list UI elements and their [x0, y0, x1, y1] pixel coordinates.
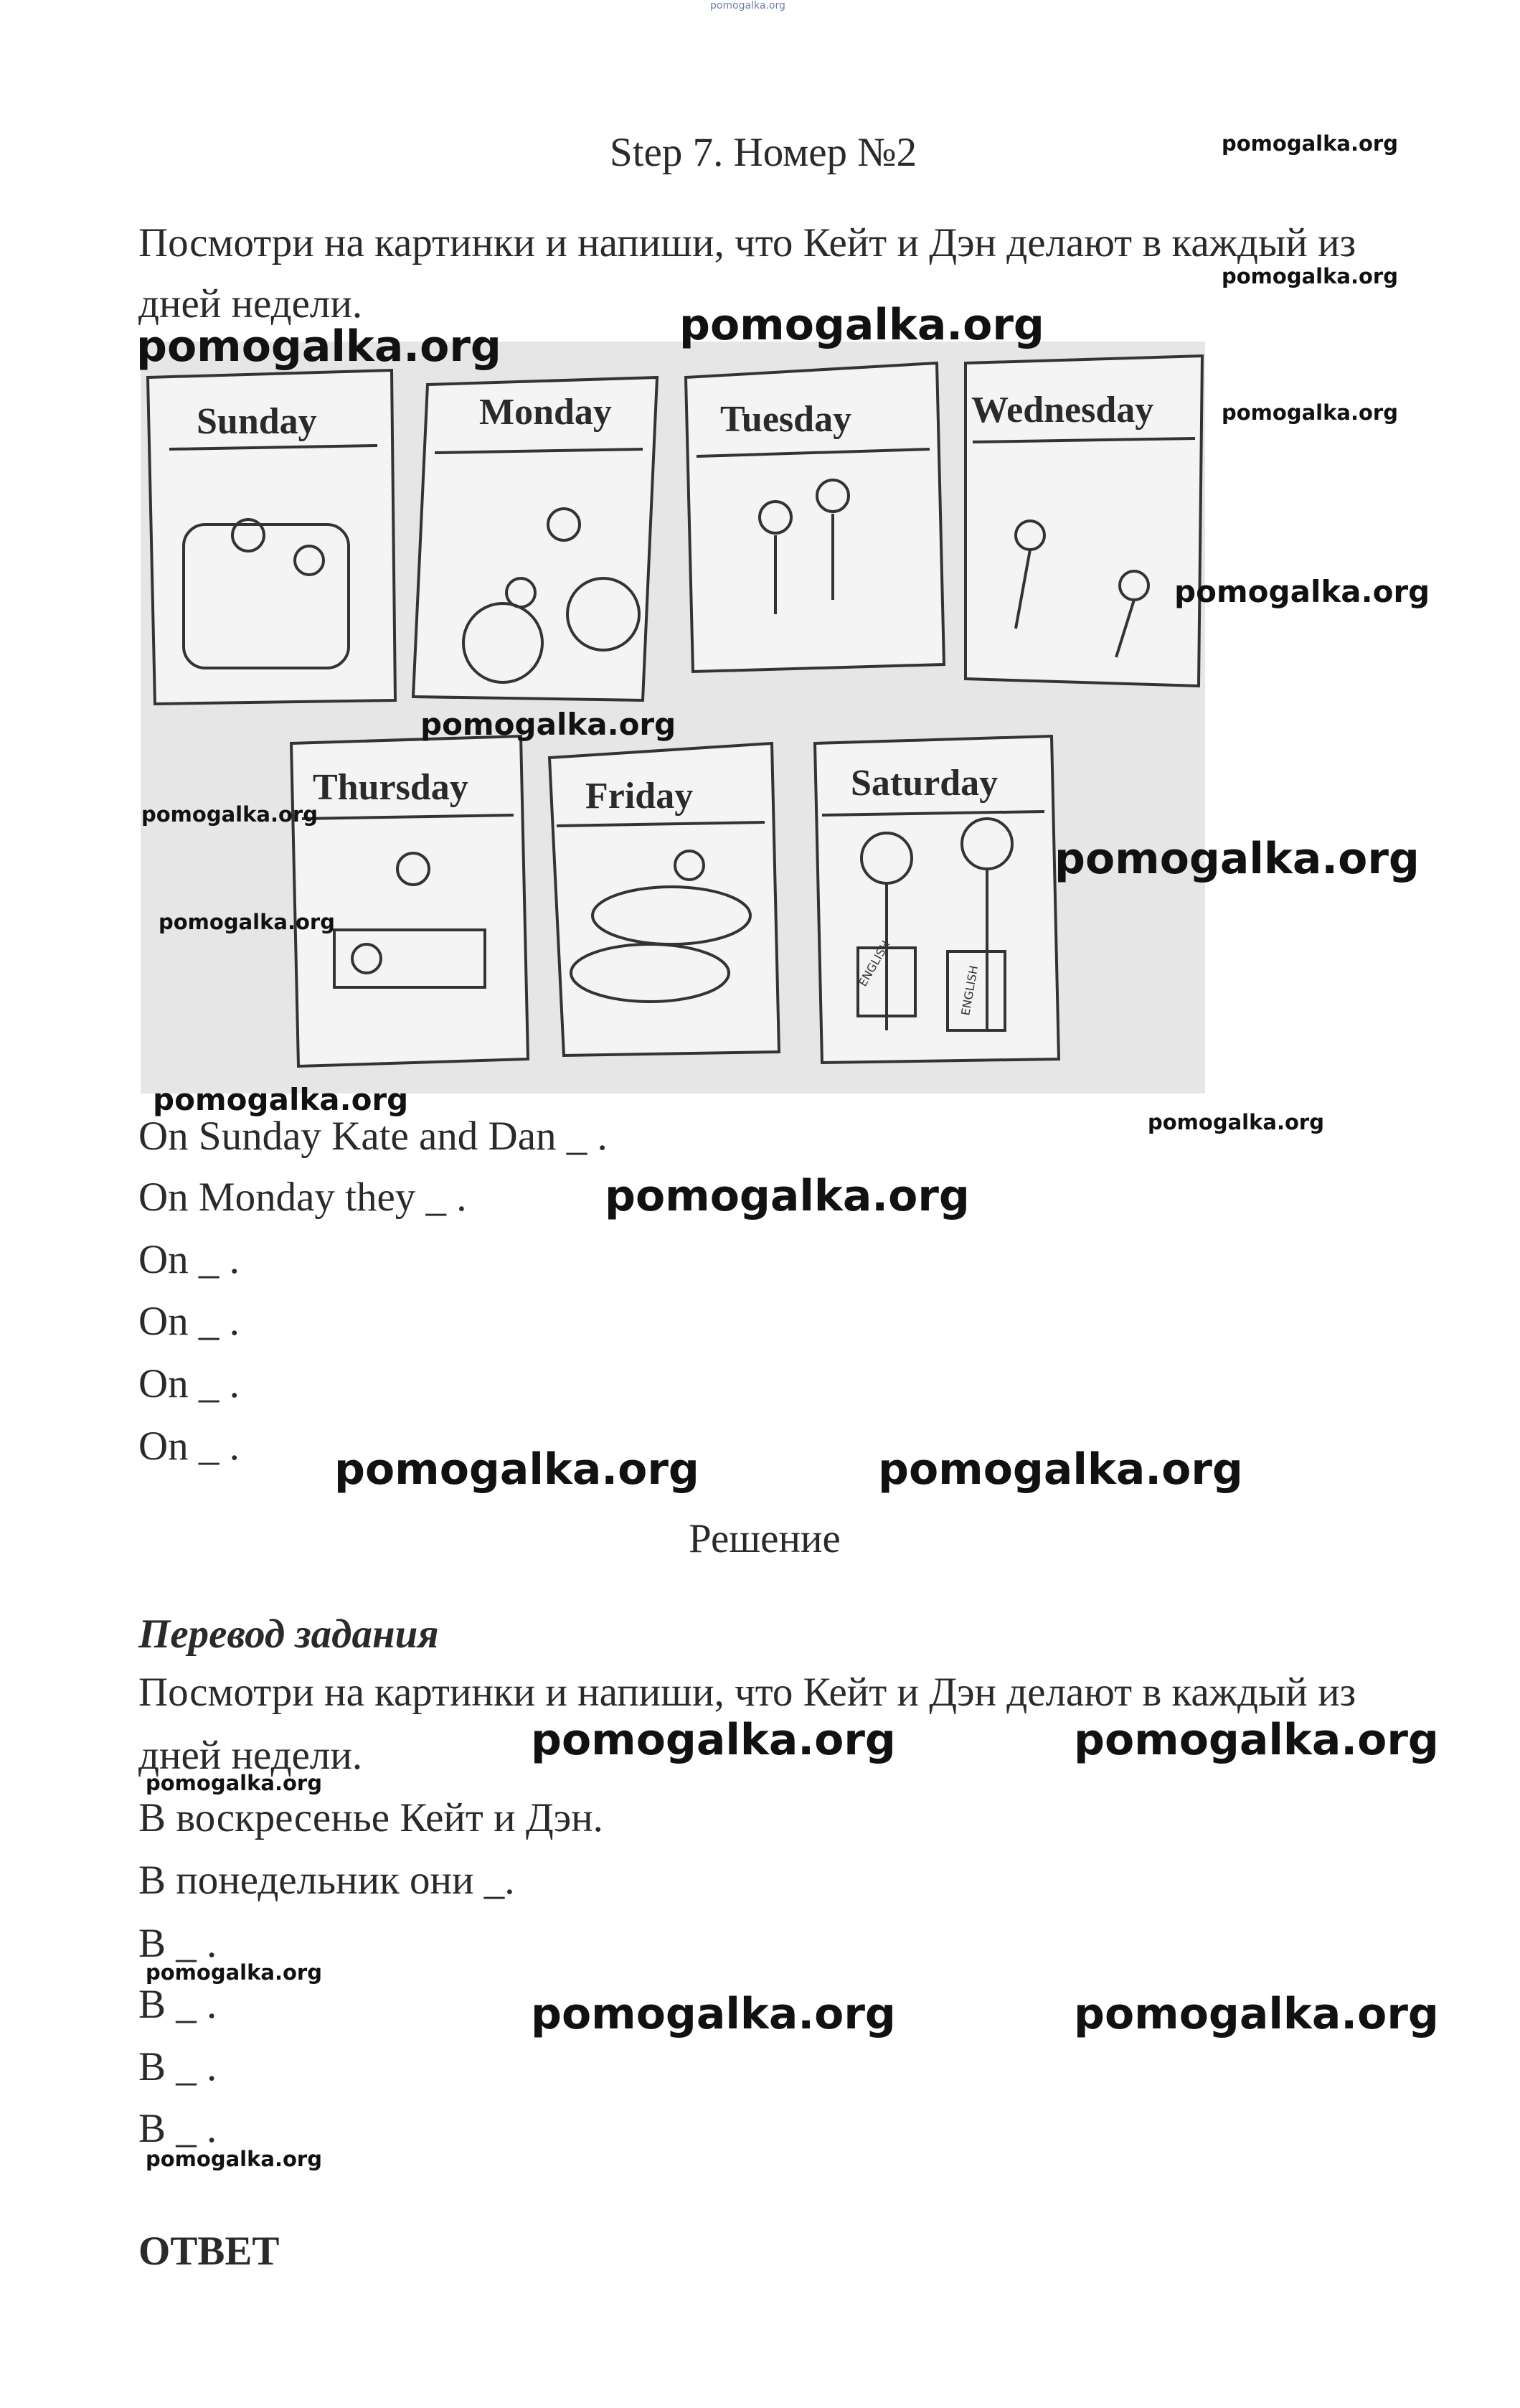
solution-line-2: В понедельник они _.	[138, 1858, 515, 1903]
solution-heading: Решение	[689, 1516, 841, 1561]
watermark: pomogalka.org	[1222, 400, 1398, 425]
watermark: pomogalka.org	[878, 1444, 1243, 1495]
day-label-wednesday: Wednesday	[971, 390, 1154, 431]
book-label-2: ENGLISH	[958, 964, 981, 1017]
exercise-line-2: On Monday they _ .	[138, 1175, 467, 1220]
answer-heading: ОТВЕТ	[138, 2229, 280, 2274]
watermark: pomogalka.org	[141, 802, 318, 827]
exercise-line-5: On _ .	[138, 1361, 240, 1406]
translation-heading: Перевод задания	[138, 1612, 439, 1657]
watermark: pomogalka.org	[1222, 131, 1398, 156]
watermark: pomogalka.org	[136, 321, 501, 372]
watermark: pomogalka.org	[1148, 1110, 1324, 1134]
solution-line-3: В _ .	[138, 1921, 217, 1966]
day-label-friday: Friday	[585, 776, 694, 817]
top-watermark: pomogalka.org	[710, 0, 785, 11]
translation-line-2: дней недели.	[138, 1733, 363, 1778]
watermark: pomogalka.org	[1174, 574, 1430, 609]
translation-line-1: Посмотри на картинки и напиши, что Кейт и Дэн делают в каждый из	[138, 1670, 1356, 1715]
day-label-tuesday: Tuesday	[720, 399, 852, 440]
watermark: pomogalka.org	[1054, 834, 1420, 884]
exercise-line-4: On _ .	[138, 1299, 240, 1344]
watermark: pomogalka.org	[605, 1171, 970, 1221]
watermark: pomogalka.org	[1074, 1715, 1439, 1765]
watermark: pomogalka.org	[159, 910, 335, 934]
watermark: pomogalka.org	[420, 707, 676, 742]
watermark: pomogalka.org	[153, 1082, 409, 1117]
page-title: Step 7. Номер №2	[610, 130, 917, 175]
day-label-saturday: Saturday	[851, 763, 999, 804]
solution-line-1: В воскресенье Кейт и Дэн.	[138, 1795, 603, 1840]
book-label-1: ENGLISH	[856, 938, 893, 989]
exercise-line-6: On _ .	[138, 1424, 240, 1469]
watermark: pomogalka.org	[1222, 264, 1398, 288]
watermark: pomogalka.org	[1074, 1989, 1439, 2039]
watermark: pomogalka.org	[679, 300, 1044, 350]
exercise-line-1: On Sunday Kate and Dan _ .	[138, 1114, 608, 1159]
watermark: pomogalka.org	[531, 1715, 896, 1765]
solution-line-5: В _ .	[138, 2044, 217, 2089]
watermark: pomogalka.org	[146, 1960, 322, 1985]
watermark: pomogalka.org	[334, 1444, 699, 1495]
watermark: pomogalka.org	[146, 1771, 322, 1795]
watermark: pomogalka.org	[146, 2147, 322, 2171]
solution-line-6: В _ .	[138, 2106, 217, 2151]
day-label-monday: Monday	[479, 392, 612, 433]
day-label-sunday: Sunday	[197, 401, 317, 442]
instruction-line-1: Посмотри на картинки и напиши, что Кейт и Дэн делают в каждый из	[138, 220, 1356, 265]
solution-line-4: В _ .	[138, 1982, 217, 2027]
day-label-thursday: Thursday	[313, 767, 468, 808]
instruction-line-2: дней недели.	[138, 281, 363, 326]
watermark: pomogalka.org	[531, 1989, 896, 2039]
exercise-line-3: On _ .	[138, 1237, 240, 1282]
